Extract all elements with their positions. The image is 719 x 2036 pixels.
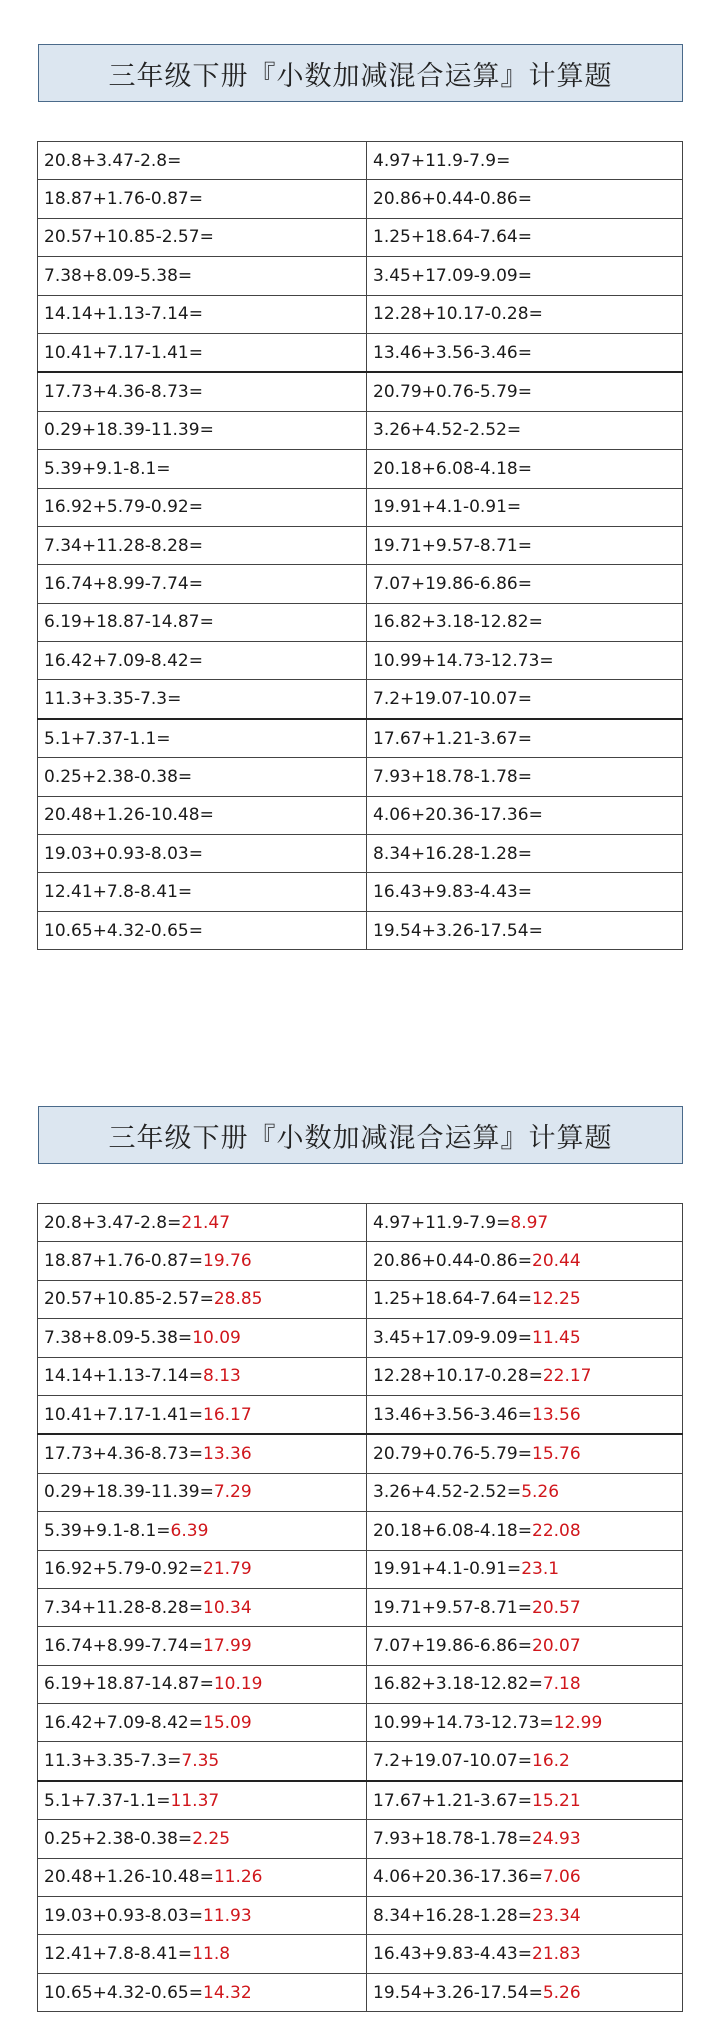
question-cell-left — [38, 911, 367, 949]
equation-text: 7.34+11.28-8.28= — [44, 1597, 203, 1618]
question-cell-right — [367, 603, 683, 641]
equation-text: 4.06+20.36-17.36= — [373, 1867, 543, 1888]
table-row — [38, 603, 683, 641]
table-row — [38, 1434, 683, 1473]
equation-text: 6.19+18.87-14.87= — [44, 612, 214, 633]
answer-cell-right — [367, 1897, 683, 1935]
equation-text: 16.82+3.18-12.82= — [373, 612, 543, 633]
answer-cell-left — [38, 1395, 367, 1434]
table-row — [38, 873, 683, 911]
table-row — [38, 218, 683, 256]
answer-cell-right — [367, 1858, 683, 1896]
equation-text: 13.46+3.56-3.46= — [373, 1404, 532, 1425]
answer-cell-right — [367, 1473, 683, 1511]
answer-text: 13.56 — [532, 1404, 581, 1425]
equation-text: 6.19+18.87-14.87= — [44, 1674, 214, 1695]
answer-cell-left — [38, 1627, 367, 1665]
answer-text: 2.25 — [192, 1828, 231, 1849]
equation-text: 5.39+9.1-8.1= — [44, 458, 171, 479]
answer-text: 7.29 — [213, 1482, 252, 1503]
answer-text: 5.26 — [542, 1982, 581, 2003]
equation-text: 5.1+7.37-1.1= — [44, 728, 171, 749]
question-cell-left — [38, 603, 367, 641]
equation-text: 19.03+0.93-8.03= — [44, 1905, 203, 1926]
equation-text: 20.8+3.47-2.8= — [44, 150, 182, 171]
question-cell-left — [38, 758, 367, 796]
table-row — [38, 835, 683, 873]
answer-text: 7.18 — [542, 1674, 581, 1695]
table-row — [38, 719, 683, 758]
equation-text: 20.18+6.08-4.18= — [373, 458, 532, 479]
table-row — [38, 1665, 683, 1703]
table-row — [38, 1357, 683, 1395]
question-cell-right — [367, 796, 683, 834]
equation-text: 7.2+19.07-10.07= — [373, 1751, 532, 1772]
question-cell-left — [38, 719, 367, 758]
equation-text: 12.41+7.8-8.41= — [44, 882, 193, 903]
answer-text: 20.07 — [532, 1635, 581, 1656]
equation-text: 20.48+1.26-10.48= — [44, 1867, 214, 1888]
question-cell-left — [38, 411, 367, 449]
equation-text: 17.67+1.21-3.67= — [373, 1790, 532, 1811]
question-cell-left — [38, 295, 367, 333]
question-cell-right — [367, 680, 683, 719]
equation-text: 19.71+9.57-8.71= — [373, 535, 532, 556]
equation-text: 3.26+4.52-2.52= — [373, 420, 522, 441]
table-row — [38, 1204, 683, 1242]
answer-cell-left — [38, 1820, 367, 1858]
answer-cell-left — [38, 1204, 367, 1242]
answer-cell-left — [38, 1434, 367, 1473]
answer-cell-right — [367, 1280, 683, 1318]
table-row — [38, 1395, 683, 1434]
equation-text: 17.73+4.36-8.73= — [44, 382, 203, 403]
answer-text: 8.13 — [203, 1366, 241, 1387]
equation-text: 4.97+11.9-7.9= — [373, 150, 511, 171]
equation-text: 7.38+8.09-5.38= — [44, 1327, 193, 1348]
question-cell-left — [38, 873, 367, 911]
equation-text: 17.73+4.36-8.73= — [44, 1444, 203, 1465]
equation-text: 4.06+20.36-17.36= — [373, 805, 543, 826]
table-row — [38, 295, 683, 333]
equation-text: 18.87+1.76-0.87= — [44, 1251, 203, 1272]
equation-text: 0.25+2.38-0.38= — [44, 1828, 193, 1849]
table-row — [38, 1627, 683, 1665]
table-row — [38, 1588, 683, 1626]
equation-text: 10.99+14.73-12.73= — [373, 1712, 554, 1733]
answer-cell-left — [38, 1665, 367, 1703]
answer-text: 22.08 — [532, 1520, 581, 1541]
question-cell-right — [367, 565, 683, 603]
answer-cell-right — [367, 1935, 683, 1973]
equation-text: 10.41+7.17-1.41= — [44, 1404, 203, 1425]
answer-text: 10.34 — [203, 1597, 252, 1618]
answer-cell-right — [367, 1242, 683, 1280]
table-row — [38, 257, 683, 295]
answer-cell-right — [367, 1973, 683, 2011]
equation-text: 20.57+10.85-2.57= — [44, 227, 214, 248]
equation-text: 7.07+19.86-6.86= — [373, 1635, 532, 1656]
question-cell-right — [367, 488, 683, 526]
answer-text: 21.47 — [181, 1212, 231, 1233]
answer-text: 20.57 — [532, 1597, 581, 1618]
question-cell-right — [367, 333, 683, 372]
question-cell-left — [38, 680, 367, 719]
question-cell-left — [38, 180, 367, 218]
equation-text: 7.07+19.86-6.86= — [373, 573, 532, 594]
question-cell-right — [367, 873, 683, 911]
equation-text: 5.39+9.1-8.1= — [44, 1520, 171, 1541]
answer-text: 10.09 — [192, 1327, 241, 1348]
equation-text: 7.2+19.07-10.07= — [373, 689, 532, 710]
answer-text: 23.1 — [521, 1559, 560, 1580]
equation-text: 10.99+14.73-12.73= — [373, 650, 554, 671]
equation-text: 12.28+10.17-0.28= — [373, 1366, 543, 1387]
answer-sheet-title: 三年级下册『小数加减混合运算』计算题 — [38, 1106, 683, 1164]
answer-cell-right — [367, 1627, 683, 1665]
equation-text: 16.42+7.09-8.42= — [44, 1712, 203, 1733]
question-cell-right — [367, 218, 683, 256]
question-cell-left — [38, 142, 367, 180]
answer-cell-left — [38, 1973, 367, 2011]
equation-text: 8.34+16.28-1.28= — [373, 843, 532, 864]
answer-text: 11.26 — [213, 1867, 263, 1888]
answer-text: 28.85 — [213, 1289, 263, 1310]
answer-cell-left — [38, 1897, 367, 1935]
answer-text: 8.97 — [510, 1212, 549, 1233]
table-row — [38, 1820, 683, 1858]
answer-text: 23.34 — [532, 1905, 581, 1926]
question-cell-right — [367, 911, 683, 949]
answer-cell-right — [367, 1550, 683, 1588]
equation-text: 20.79+0.76-5.79= — [373, 1444, 532, 1465]
table-row — [38, 333, 683, 372]
question-cell-right — [367, 411, 683, 449]
equation-text: 16.74+8.99-7.74= — [44, 573, 203, 594]
equation-text: 0.29+18.39-11.39= — [44, 1482, 214, 1503]
question-cell-right — [367, 526, 683, 564]
table-row — [38, 1935, 683, 1973]
question-cell-right — [367, 295, 683, 333]
answer-text: 21.83 — [532, 1944, 581, 1965]
answer-text: 21.79 — [203, 1559, 252, 1580]
equation-text: 8.34+16.28-1.28= — [373, 1905, 532, 1926]
answer-text: 14.32 — [203, 1982, 252, 2003]
answer-cell-right — [367, 1512, 683, 1550]
table-row — [38, 1319, 683, 1357]
equation-text: 7.34+11.28-8.28= — [44, 535, 203, 556]
equation-text: 12.28+10.17-0.28= — [373, 304, 543, 325]
table-row — [38, 1242, 683, 1280]
answer-cell-right — [367, 1820, 683, 1858]
equation-text: 19.71+9.57-8.71= — [373, 1597, 532, 1618]
answer-cell-right — [367, 1357, 683, 1395]
table-row — [38, 1858, 683, 1896]
answer-cell-left — [38, 1588, 367, 1626]
table-row — [38, 1473, 683, 1511]
question-cell-left — [38, 450, 367, 488]
answer-cell-left — [38, 1242, 367, 1280]
table-row — [38, 565, 683, 603]
question-cell-right — [367, 642, 683, 680]
table-row — [38, 1781, 683, 1820]
equation-text: 16.92+5.79-0.92= — [44, 1559, 203, 1580]
equation-text: 3.45+17.09-9.09= — [373, 265, 532, 286]
question-cell-right — [367, 719, 683, 758]
table-row — [38, 142, 683, 180]
equation-text: 20.48+1.26-10.48= — [44, 805, 214, 826]
equation-text: 10.41+7.17-1.41= — [44, 342, 203, 363]
table-row — [38, 1550, 683, 1588]
answer-cell-left — [38, 1512, 367, 1550]
table-row — [38, 372, 683, 411]
equation-text: 3.45+17.09-9.09= — [373, 1327, 532, 1348]
answer-cell-right — [367, 1704, 683, 1742]
answer-text: 13.36 — [203, 1444, 252, 1465]
equation-text: 19.91+4.1-0.91= — [373, 1559, 522, 1580]
table-row — [38, 180, 683, 218]
table-row — [38, 488, 683, 526]
equation-text: 16.43+9.83-4.43= — [373, 1944, 532, 1965]
table-row — [38, 758, 683, 796]
answer-cell-right — [367, 1781, 683, 1820]
answer-cell-left — [38, 1742, 367, 1781]
answer-cell-right — [367, 1395, 683, 1434]
answer-text: 5.26 — [521, 1482, 560, 1503]
question-cell-right — [367, 142, 683, 180]
answer-cell-right — [367, 1665, 683, 1703]
question-cell-right — [367, 257, 683, 295]
answer-cell-left — [38, 1357, 367, 1395]
answer-text: 11.8 — [192, 1944, 231, 1965]
table-row — [38, 642, 683, 680]
question-cell-left — [38, 796, 367, 834]
answer-text: 12.99 — [553, 1712, 603, 1733]
answer-text: 15.21 — [532, 1790, 581, 1811]
answer-cell-right — [367, 1588, 683, 1626]
table-row — [38, 1897, 683, 1935]
equation-text: 0.29+18.39-11.39= — [44, 420, 214, 441]
answer-text: 20.44 — [532, 1251, 581, 1272]
equation-text: 17.67+1.21-3.67= — [373, 728, 532, 749]
table-row — [38, 796, 683, 834]
answer-text: 11.93 — [203, 1905, 252, 1926]
table-row — [38, 1704, 683, 1742]
question-cell-left — [38, 835, 367, 873]
equation-text: 14.14+1.13-7.14= — [44, 1366, 203, 1387]
equation-text: 13.46+3.56-3.46= — [373, 342, 532, 363]
answer-text: 15.76 — [532, 1444, 581, 1465]
equation-text: 1.25+18.64-7.64= — [373, 1289, 532, 1310]
answer-cell-right — [367, 1742, 683, 1781]
equation-text: 20.79+0.76-5.79= — [373, 382, 532, 403]
answer-cell-left — [38, 1473, 367, 1511]
answer-cell-left — [38, 1704, 367, 1742]
equation-text: 12.41+7.8-8.41= — [44, 1944, 193, 1965]
question-cell-right — [367, 372, 683, 411]
table-row — [38, 526, 683, 564]
table-row — [38, 1742, 683, 1781]
answer-text: 16.2 — [532, 1751, 570, 1772]
equation-text: 10.65+4.32-0.65= — [44, 1982, 203, 2003]
equation-text: 16.82+3.18-12.82= — [373, 1674, 543, 1695]
answer-text: 16.17 — [203, 1404, 252, 1425]
equation-text: 7.93+18.78-1.78= — [373, 1828, 532, 1849]
table-row — [38, 1280, 683, 1318]
question-cell-left — [38, 372, 367, 411]
answer-text: 12.25 — [532, 1289, 581, 1310]
equation-text: 11.3+3.35-7.3= — [44, 689, 182, 710]
equation-text: 1.25+18.64-7.64= — [373, 227, 532, 248]
answer-cell-left — [38, 1935, 367, 1973]
answer-text: 11.45 — [532, 1327, 581, 1348]
equation-text: 19.91+4.1-0.91= — [373, 497, 522, 518]
question-cell-right — [367, 180, 683, 218]
answer-text: 17.99 — [203, 1635, 252, 1656]
table-row — [38, 1512, 683, 1550]
table-row — [38, 911, 683, 949]
table-row — [38, 411, 683, 449]
equation-text: 20.86+0.44-0.86= — [373, 1251, 532, 1272]
answer-text: 22.17 — [542, 1366, 592, 1387]
question-cell-left — [38, 642, 367, 680]
equation-text: 19.54+3.26-17.54= — [373, 1982, 543, 2003]
equation-text: 7.38+8.09-5.38= — [44, 265, 193, 286]
answer-cell-left — [38, 1781, 367, 1820]
answer-text: 7.06 — [542, 1867, 581, 1888]
table-row — [38, 1973, 683, 2011]
answer-text: 24.93 — [532, 1828, 581, 1849]
equation-text: 19.54+3.26-17.54= — [373, 920, 543, 941]
answer-text: 19.76 — [203, 1251, 252, 1272]
equation-text: 20.18+6.08-4.18= — [373, 1520, 532, 1541]
answer-cell-right — [367, 1319, 683, 1357]
answer-text: 6.39 — [170, 1520, 209, 1541]
equation-text: 7.93+18.78-1.78= — [373, 766, 532, 787]
equation-text: 16.92+5.79-0.92= — [44, 497, 203, 518]
question-cell-left — [38, 526, 367, 564]
answer-text: 10.19 — [213, 1674, 263, 1695]
worksheet-title: 三年级下册『小数加减混合运算』计算题 — [38, 44, 683, 102]
equation-text: 20.8+3.47-2.8= — [44, 1212, 182, 1233]
equation-text: 19.03+0.93-8.03= — [44, 843, 203, 864]
answer-cell-left — [38, 1858, 367, 1896]
equation-text: 4.97+11.9-7.9= — [373, 1212, 511, 1233]
question-cell-left — [38, 565, 367, 603]
answer-cell-right — [367, 1434, 683, 1473]
equation-text: 20.86+0.44-0.86= — [373, 189, 532, 210]
answer-cell-left — [38, 1319, 367, 1357]
answer-table — [37, 1203, 683, 2012]
equation-text: 16.42+7.09-8.42= — [44, 650, 203, 671]
answer-cell-left — [38, 1280, 367, 1318]
answer-cell-right — [367, 1204, 683, 1242]
question-cell-left — [38, 488, 367, 526]
table-row — [38, 680, 683, 719]
equation-text: 3.26+4.52-2.52= — [373, 1482, 522, 1503]
question-cell-right — [367, 450, 683, 488]
equation-text: 18.87+1.76-0.87= — [44, 189, 203, 210]
answer-text: 15.09 — [203, 1712, 252, 1733]
table-row — [38, 450, 683, 488]
equation-text: 16.43+9.83-4.43= — [373, 882, 532, 903]
equation-text: 20.57+10.85-2.57= — [44, 1289, 214, 1310]
question-cell-right — [367, 758, 683, 796]
question-cell-left — [38, 257, 367, 295]
answer-text: 7.35 — [181, 1751, 220, 1772]
equation-text: 0.25+2.38-0.38= — [44, 766, 193, 787]
answer-cell-left — [38, 1550, 367, 1588]
equation-text: 10.65+4.32-0.65= — [44, 920, 203, 941]
equation-text: 5.1+7.37-1.1= — [44, 1790, 171, 1811]
question-table — [37, 141, 683, 950]
question-cell-left — [38, 333, 367, 372]
question-cell-right — [367, 835, 683, 873]
equation-text: 14.14+1.13-7.14= — [44, 304, 203, 325]
answer-text: 11.37 — [170, 1790, 220, 1811]
equation-text: 16.74+8.99-7.74= — [44, 1635, 203, 1656]
equation-text: 11.3+3.35-7.3= — [44, 1751, 182, 1772]
question-cell-left — [38, 218, 367, 256]
